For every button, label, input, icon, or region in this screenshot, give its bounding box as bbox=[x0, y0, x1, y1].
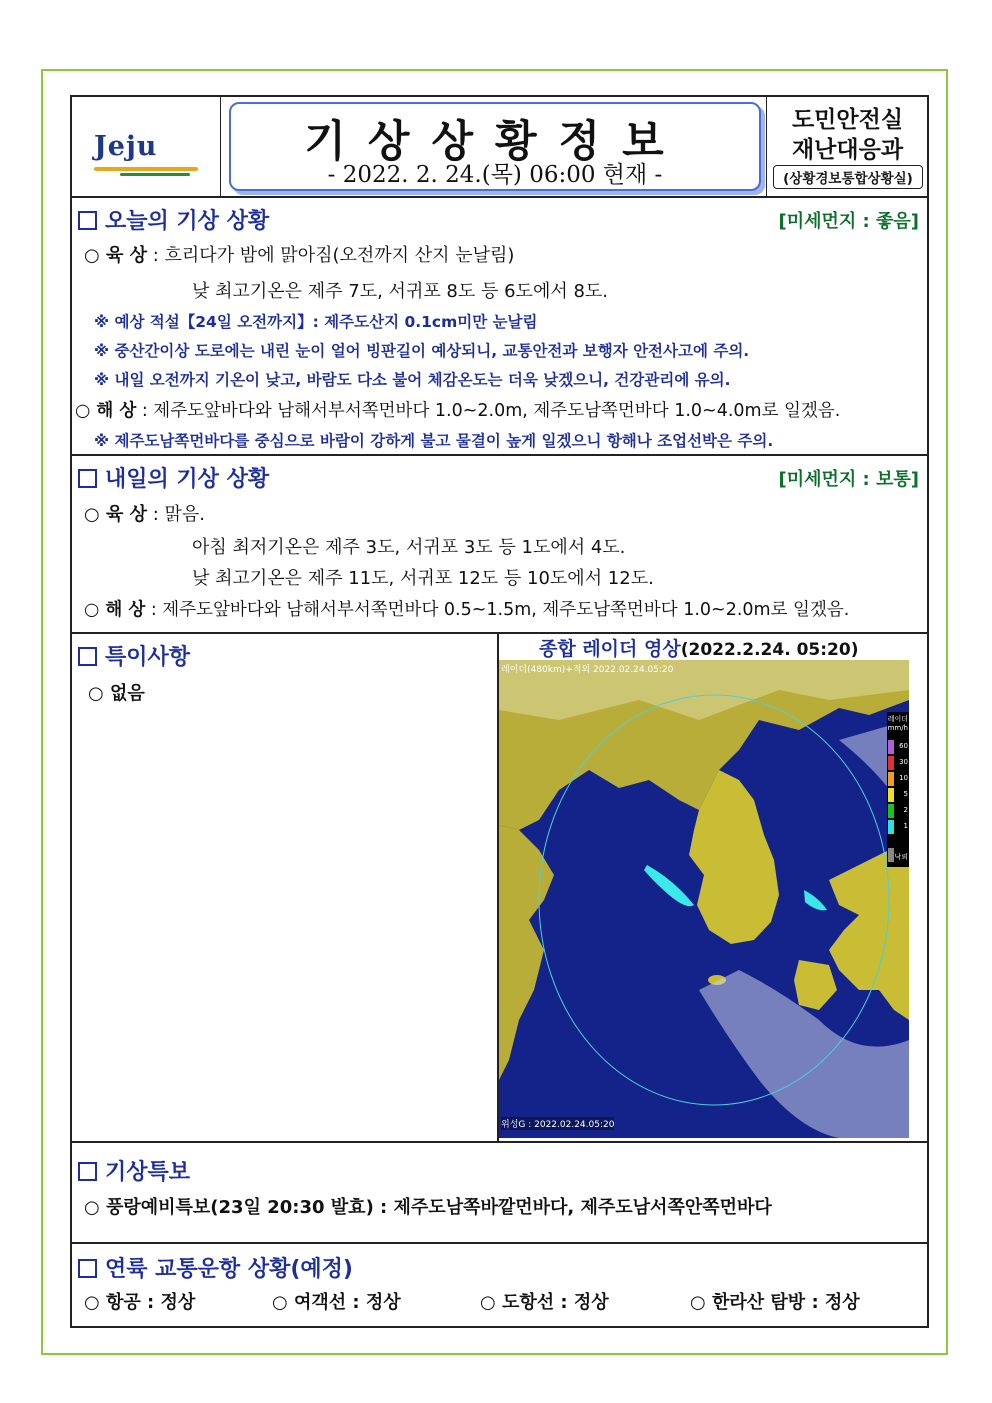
radar-map bbox=[499, 660, 909, 1138]
logo-swoosh bbox=[94, 167, 198, 171]
checkbox-icon bbox=[78, 469, 97, 488]
today-land-temp: 낮 최고기온은 제주 7도, 서귀포 8도 등 6도에서 8도. bbox=[192, 281, 609, 302]
org-division: 재난대응과 bbox=[791, 137, 904, 163]
legend-value: 1 bbox=[903, 822, 908, 830]
legend-swatch bbox=[888, 756, 894, 770]
radar-legend bbox=[887, 712, 909, 867]
radar-caption: 레이더(480km)+적외 2022.02.24.05:20 bbox=[501, 665, 674, 675]
legend-swatch bbox=[888, 788, 894, 802]
warning-item: ○ 풍랑예비특보(23일 20:30 발효) : 제주도남쪽바깥먼바다, 제주도남서쪽안쪽먼바다 bbox=[84, 1197, 772, 1218]
radar-image bbox=[499, 660, 909, 1138]
organization-cell bbox=[766, 97, 928, 196]
legend-value: 60 bbox=[899, 742, 908, 750]
today-dust-status: [미세먼지 : 좋음] bbox=[778, 211, 919, 232]
traffic-hallasan: ○ 한라산 탐방 : 정상 bbox=[690, 1292, 860, 1313]
today-sea-line: ○ 해 상 : 제주도앞바다와 남해서부서쪽먼바다 1.0~2.0m, 제주도남쪽먼바다 1.0~4.0m로 일겠음. bbox=[75, 401, 841, 421]
checkbox-icon bbox=[78, 1162, 97, 1181]
legend-swatch bbox=[888, 848, 894, 862]
legend-title: 레이더 bbox=[887, 715, 908, 723]
today-note-sea: ※ 제주도남쪽먼바다를 중심으로 바람이 강하게 불고 물결이 높게 일겠으니 항해나 조업선박은 주의. bbox=[94, 432, 774, 450]
warning-heading: 기상특보 bbox=[78, 1155, 190, 1186]
tomorrow-land-min: 아침 최저기온은 제주 3도, 서귀포 3도 등 1도에서 4도. bbox=[192, 537, 626, 558]
legend-value: 5 bbox=[903, 790, 908, 798]
legend-value: 30 bbox=[899, 758, 908, 766]
legend-lightning: 낙뢰 bbox=[894, 853, 908, 861]
today-section bbox=[72, 196, 927, 456]
jeju-logo: Jeju bbox=[94, 131, 158, 162]
page-title: 기상상황정보 bbox=[304, 117, 686, 167]
legend-unit: mm/h bbox=[887, 724, 908, 732]
radar-panel bbox=[497, 632, 929, 1141]
today-note-health: ※ 내일 오전까지 기온이 낮고, 바람도 다소 불어 체감온도는 더욱 낮겠으니, 건강관리에 유의. bbox=[94, 371, 731, 389]
weather-report bbox=[70, 95, 929, 1328]
legend-swatch bbox=[888, 820, 894, 834]
title-box bbox=[229, 102, 761, 191]
radar-title: 종합 레이더 영상(2022.2.24. 05:20) bbox=[539, 638, 859, 660]
tomorrow-sea-line: ○ 해 상 : 제주도앞바다와 남해서부서쪽먼바다 0.5~1.5m, 제주도남쪽먼바다 1.0~2.0m로 일겠음. bbox=[84, 600, 850, 620]
tomorrow-heading: 내일의 기상 상황 bbox=[78, 462, 269, 493]
tomorrow-dust-status: [미세먼지 : 보통] bbox=[778, 469, 919, 490]
org-department: 도민안전실 bbox=[791, 107, 904, 133]
legend-swatch bbox=[888, 804, 894, 818]
traffic-ferry: ○ 여객선 : 정상 bbox=[272, 1292, 401, 1313]
logo-cell bbox=[72, 97, 221, 196]
today-note-snow: ※ 예상 적설【24일 오전까지】: 제주도산지 0.1cm미만 눈날림 bbox=[94, 313, 538, 331]
today-heading: 오늘의 기상 상황 bbox=[78, 204, 269, 235]
special-radar-section bbox=[72, 632, 927, 1143]
traffic-section bbox=[72, 1242, 927, 1326]
today-land-line: ○ 육 상 : 흐리다가 밤에 맑아짐(오전까지 산지 눈날림) bbox=[84, 245, 515, 266]
report-datetime: - 2022. 2. 24.(목) 06:00 현재 - bbox=[327, 162, 663, 188]
checkbox-icon bbox=[78, 647, 97, 666]
legend-value: 10 bbox=[899, 774, 908, 782]
today-note-road: ※ 중산간이상 도로에는 내린 눈이 얼어 빙판길이 예상되니, 교통안전과 보행자 안전사고에 주의. bbox=[94, 342, 750, 360]
radar-footer: 위성G : 2022.02.24.05:20 bbox=[501, 1117, 614, 1130]
tomorrow-section bbox=[72, 454, 927, 634]
org-office: (상황경보통합상황실) bbox=[773, 165, 923, 189]
logo-swoosh-2 bbox=[120, 173, 190, 176]
traffic-island-ferry: ○ 도항선 : 정상 bbox=[480, 1292, 609, 1313]
legend-swatch bbox=[888, 772, 894, 786]
checkbox-icon bbox=[78, 1259, 97, 1278]
traffic-air: ○ 항공 : 정상 bbox=[84, 1292, 196, 1313]
tomorrow-land-max: 낮 최고기온은 제주 11도, 서귀포 12도 등 10도에서 12도. bbox=[192, 568, 654, 589]
special-item: ○ 없음 bbox=[88, 683, 145, 704]
warning-section bbox=[72, 1141, 927, 1244]
tomorrow-land-line: ○ 육 상 : 맑음. bbox=[84, 504, 206, 525]
checkbox-icon bbox=[78, 211, 97, 230]
traffic-heading: 연륙 교통운항 상황(예정) bbox=[78, 1252, 353, 1283]
special-heading: 특이사항 bbox=[78, 640, 190, 671]
legend-value: 2 bbox=[903, 806, 908, 814]
legend-swatch bbox=[888, 740, 894, 754]
report-header bbox=[72, 97, 927, 198]
